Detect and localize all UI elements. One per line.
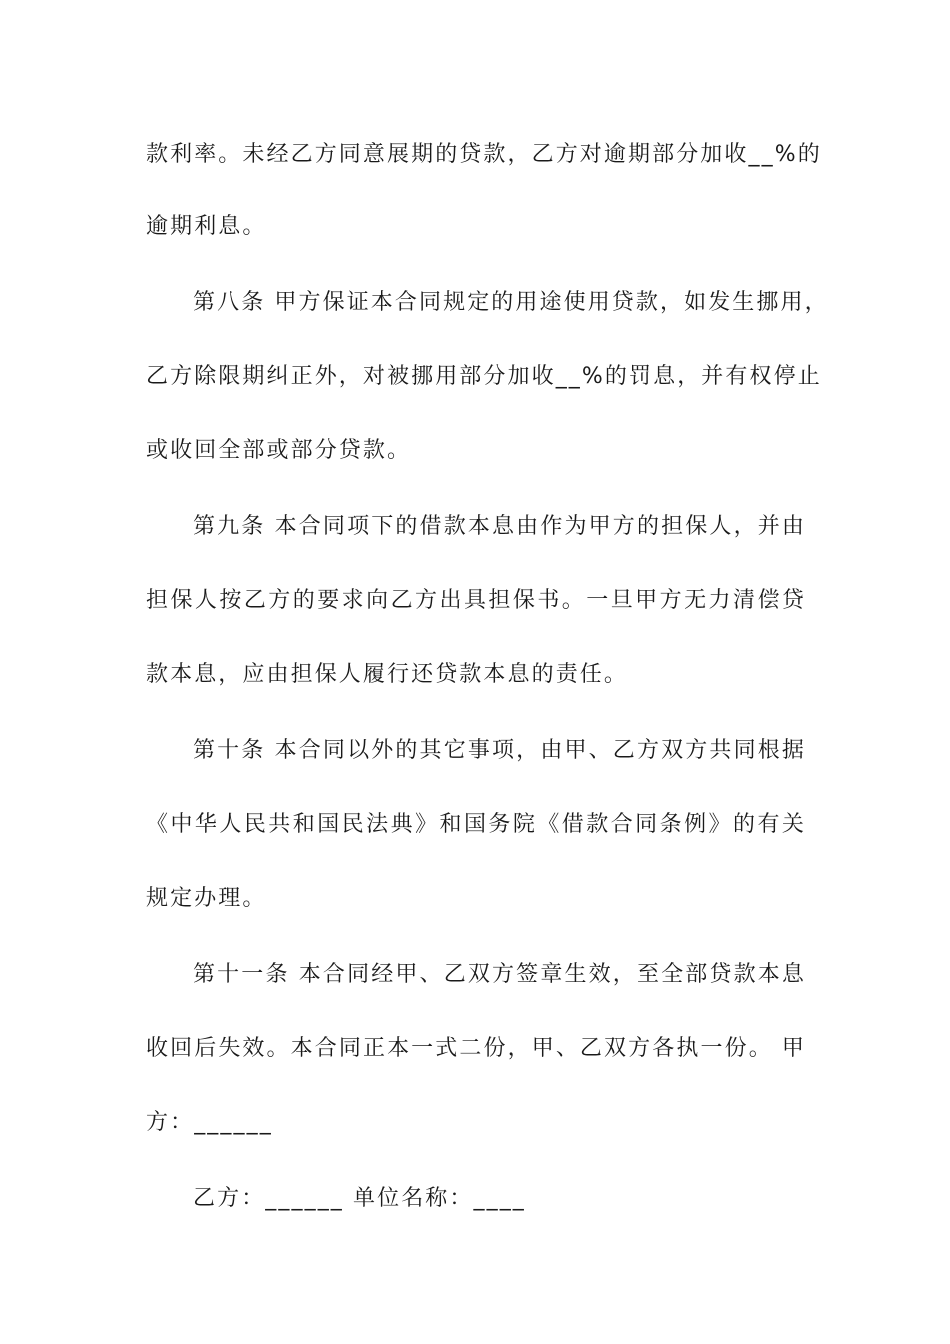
article-8-heading-line: 第八条 甲方保证本合同规定的用途使用贷款，如发生挪用， (193, 290, 829, 315)
text-line: 乙方除限期纠正外，对被挪用部分加收__%的罚息，并有权停止 (146, 364, 822, 389)
article-10-heading-line: 第十条 本合同以外的其它事项，由甲、乙方双方共同根据 (193, 738, 806, 763)
party-a-signature-line: 方：______ (146, 1110, 273, 1135)
text-line: 逾期利息。 (146, 214, 267, 239)
text-line: 款本息，应由担保人履行还贷款本息的责任。 (146, 662, 629, 687)
text-line: 《中华人民共和国民法典》和国务院《借款合同条例》的有关 (146, 812, 806, 837)
text-line: 规定办理。 (146, 886, 267, 911)
text-line: 或收回全部或部分贷款。 (146, 438, 412, 463)
text-line: 担保人按乙方的要求向乙方出具担保书。一旦甲方无力清偿贷 (146, 588, 806, 613)
article-9-heading-line: 第九条 本合同项下的借款本息由作为甲方的担保人，并由 (193, 514, 806, 539)
party-b-signature-line: 乙方：______ 单位名称：____ (193, 1186, 526, 1211)
article-11-heading-line: 第十一条 本合同经甲、乙双方签章生效，至全部贷款本息 (193, 962, 806, 987)
text-line: 款利率。未经乙方同意展期的贷款，乙方对逾期部分加收__%的 (146, 142, 822, 167)
text-line: 收回后失效。本合同正本一式二份，甲、乙双方各执一份。 甲 (146, 1036, 806, 1061)
